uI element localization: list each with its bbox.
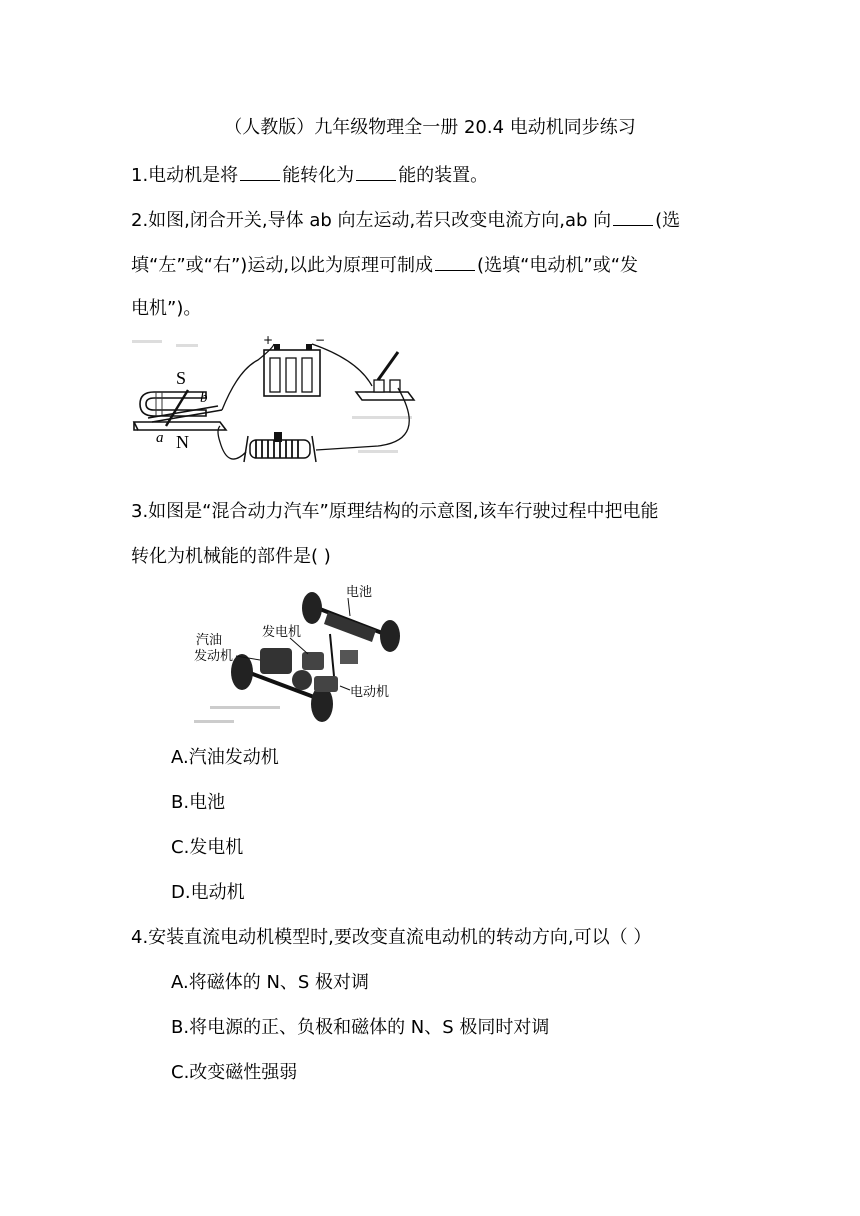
q2-blank-2 [435,252,475,271]
q2-text-2: (选 [655,210,681,231]
generator-block [302,652,324,670]
question-1 [131,162,488,188]
label-generator: 发电机 [262,625,302,640]
q1-text-2: 能转化为 [282,165,355,186]
rheostat-icon [244,432,316,462]
q1-blank-1 [240,162,280,181]
q2-blank-1 [613,207,653,226]
battery-icon [264,344,320,396]
page-title: （人教版）九年级物理全一册 20.4 电动机同步练习 [224,117,636,138]
q3-option-d: D.电动机 [171,882,245,903]
label-a: a [156,430,164,446]
question-4-stem: 4.安装直流电动机模型时,要改变直流电动机的转动方向,可以（ ） [131,927,652,948]
question-2-line-1 [131,207,680,233]
label-b: b [200,390,208,406]
wheel-rear-right [380,620,400,652]
q4-option-b: B.将电源的正、负极和磁体的 N、S 极同时对调 [171,1017,550,1038]
label-n: N [176,432,189,452]
q2-text-3: 填“左”或“右”)运动,以此为原理可制成 [131,255,434,276]
q4-option-a: A.将磁体的 N、S 极对调 [171,972,370,993]
engine-block [260,648,292,674]
label-motor: 电动机 [350,685,390,700]
wheel-rear-left [302,592,322,624]
q1-text-3: 能的装置。 [398,165,489,186]
q3-option-a: A.汽油发动机 [171,747,279,768]
question-3-line-1: 3.如图是“混合动力汽车”原理结构的示意图,该车行驶过程中把电能 [131,501,659,522]
q3-option-c: C.发电机 [171,837,244,858]
wheel-front-left [231,654,253,690]
q1-blank-2 [356,162,396,181]
label-plus: + [263,333,274,347]
label-s: S [176,368,187,388]
question-2-line-3: 电机”)。 [131,298,202,319]
q1-text-1: 1.电动机是将 [131,165,239,186]
q3-option-b: B.电池 [171,792,226,813]
gear-icon [292,670,312,690]
label-minus: − [315,333,326,347]
question-3-line-2: 转化为机械能的部件是( ) [131,546,331,567]
hybrid-car-figure [190,580,430,735]
q4-option-c: C.改变磁性强弱 [171,1062,298,1083]
q2-text-1: 2.如图,闭合开关,导体 ab 向左运动,若只改变电流方向,ab 向 [131,210,612,231]
motor-block [314,676,338,692]
magnet-base [134,422,226,430]
q2-text-4: (选填“电动机”或“发 [477,255,639,276]
circuit-figure [128,330,428,480]
label-engine-1: 汽油 [196,633,223,648]
label-engine-2: 发动机 [194,649,234,664]
label-battery: 电池 [346,585,373,600]
question-2-line-2 [131,252,638,278]
